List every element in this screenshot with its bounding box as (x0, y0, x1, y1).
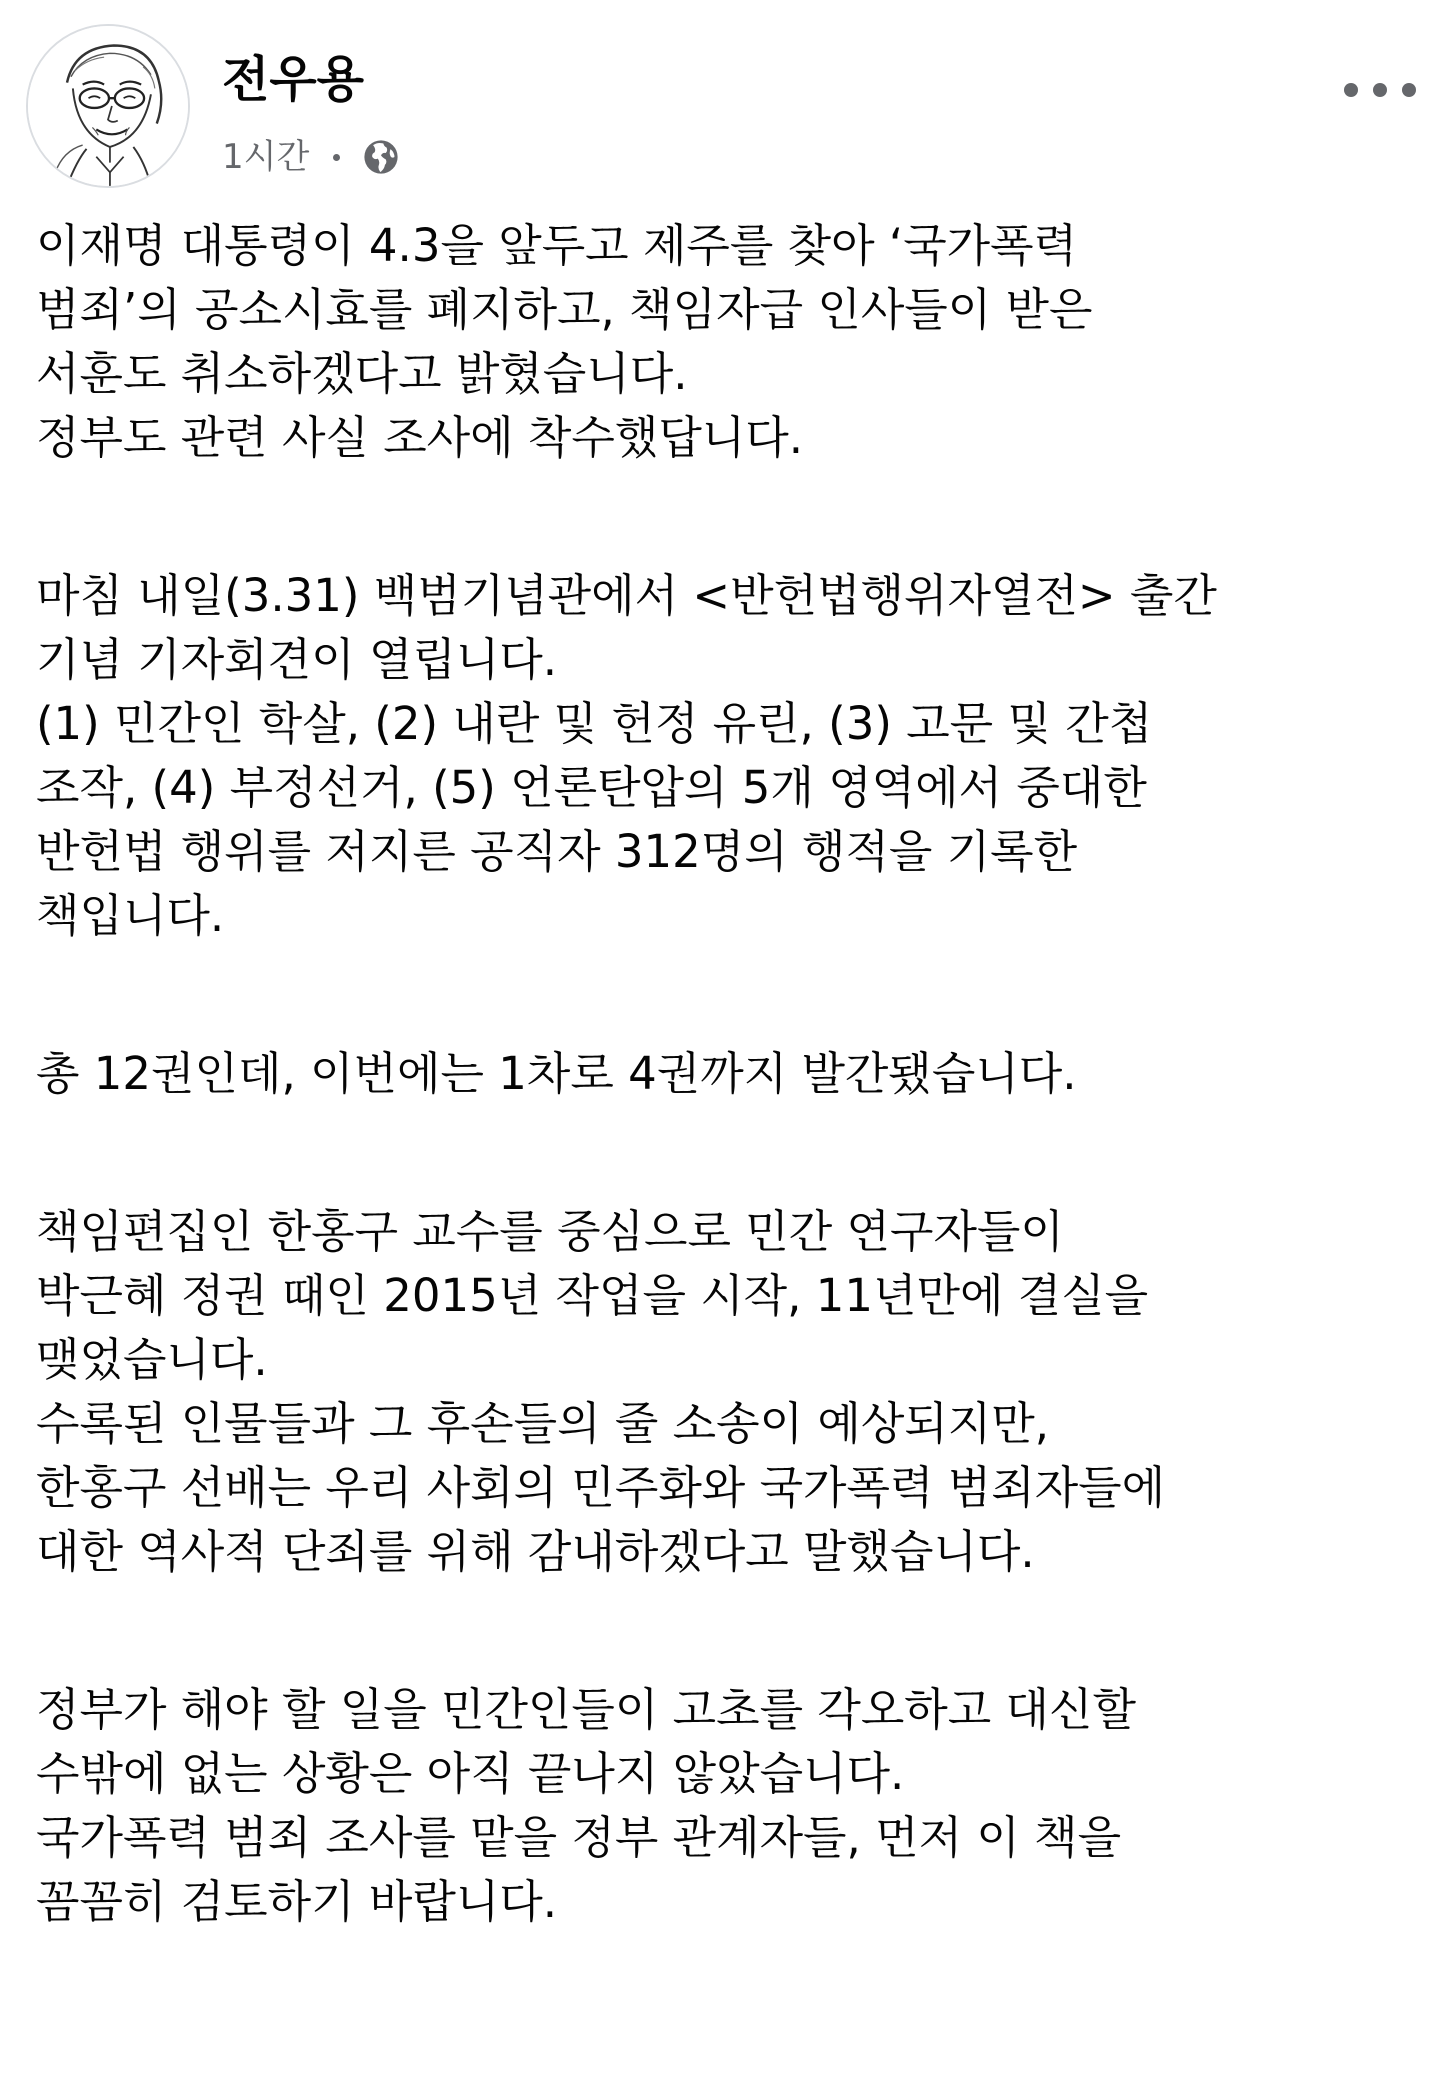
post-header (26, 24, 1416, 194)
more-dot-icon (1344, 83, 1358, 97)
paragraph-gap (36, 1106, 1416, 1200)
post-text-line: 대한 역사적 단죄를 위해 감내하겠다고 말했습니다. (36, 1525, 1035, 1578)
post-meta (222, 134, 400, 180)
post-text-line: 이재명 대통령이 4.3을 앞두고 제주를 찾아 ‘국가폭력 (36, 219, 1078, 272)
author-name[interactable]: 전우용 (222, 51, 365, 108)
post-text-line: 마침 내일(3.31) 백범기념관에서 <반헌법행위자열전> 출간 (36, 569, 1217, 622)
post-text-line: 범죄’의 공소시효를 폐지하고, 책임자급 인사들이 받은 (36, 283, 1093, 336)
post-paragraph (36, 1042, 1416, 1106)
avatar-sketch-icon (28, 26, 188, 186)
post-text-line: 한홍구 선배는 우리 사회의 민주화와 국가폭력 범죄자들에 (36, 1461, 1166, 1514)
post-timestamp[interactable]: 1시간 (222, 137, 310, 177)
post-text-line: 수록된 인물들과 그 후손들의 줄 소송이 예상되지만, (36, 1397, 1050, 1450)
post-paragraph (36, 564, 1416, 948)
post-text-line: 수밖에 없는 상황은 아직 끝나지 않았습니다. (36, 1747, 905, 1800)
post-body (36, 214, 1416, 1934)
meta-separator-dot (333, 154, 340, 161)
post-text-line: 국가폭력 범죄 조사를 맡을 정부 관계자들, 먼저 이 책을 (36, 1811, 1122, 1864)
post-text-line: 책임편집인 한홍구 교수를 중심으로 민간 연구자들이 (36, 1205, 1064, 1258)
post-text-line: 책입니다. (36, 889, 225, 942)
avatar[interactable] (26, 24, 190, 188)
post-text-line: 기념 기자회견이 열립니다. (36, 633, 558, 686)
post-text-line: 총 12권인데, 이번에는 1차로 4권까지 발간됐습니다. (36, 1047, 1077, 1100)
post-text-line: 정부도 관련 사실 조사에 착수했답니다. (36, 411, 804, 464)
paragraph-gap (36, 948, 1416, 1042)
more-dot-icon (1373, 83, 1387, 97)
post-text-line: 맺었습니다. (36, 1333, 268, 1386)
post-text-line: 박근혜 정권 때인 2015년 작업을 시작, 11년만에 결실을 (36, 1269, 1149, 1322)
post-text-line: 반헌법 행위를 저지른 공직자 312명의 행적을 기록한 (36, 825, 1078, 878)
paragraph-gap (36, 1584, 1416, 1678)
more-dot-icon (1402, 83, 1416, 97)
more-options-button[interactable] (1344, 68, 1416, 112)
globe-icon[interactable] (362, 138, 400, 176)
post-paragraph (36, 1200, 1416, 1584)
post-text-line: 꼼꼼히 검토하기 바랍니다. (36, 1875, 558, 1928)
paragraph-gap (36, 470, 1416, 564)
post-text-line: 정부가 해야 할 일을 민간인들이 고초를 각오하고 대신할 (36, 1683, 1136, 1736)
post-paragraph (36, 1678, 1416, 1934)
post-paragraph (36, 214, 1416, 470)
post-text-line: (1) 민간인 학살, (2) 내란 및 헌정 유린, (3) 고문 및 간첩 (36, 697, 1153, 750)
post-text-line: 서훈도 취소하겠다고 밝혔습니다. (36, 347, 688, 400)
post-text-line: 조작, (4) 부정선거, (5) 언론탄압의 5개 영역에서 중대한 (36, 761, 1147, 814)
